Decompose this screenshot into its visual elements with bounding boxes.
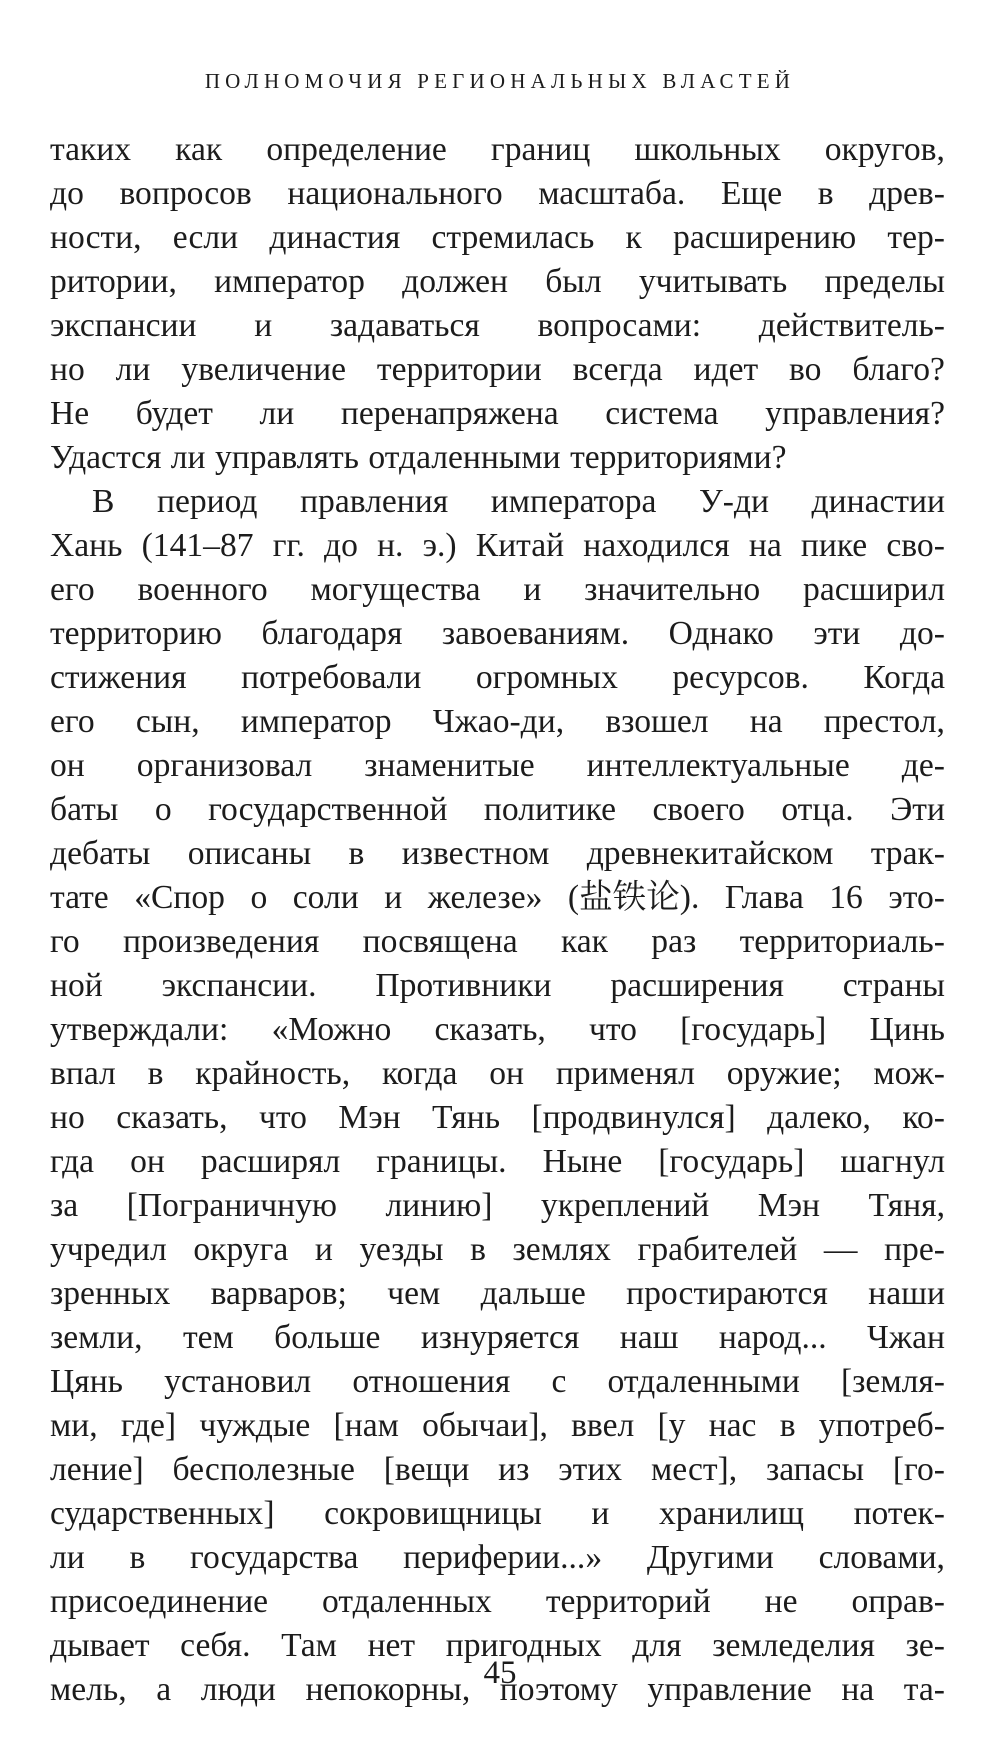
- text-line: экспансии и задаваться вопросами: действитель-: [50, 307, 945, 344]
- text-line: ми, где] чуждые [нам обычаи], ввел [у нас в употреб-: [50, 1407, 945, 1444]
- text-line: учредил округа и уезды в землях грабителей — пре-: [50, 1231, 945, 1268]
- text-line: В период правления императора У-ди династии: [92, 483, 945, 520]
- text-line: Хань (141–87 гг. до н. э.) Китай находился на пике сво-: [50, 527, 945, 564]
- page-number: 45: [483, 1655, 517, 1691]
- text-line: ности, если династия стремилась к расширению тер-: [50, 219, 945, 256]
- running-head: ПОЛНОМОЧИЯ РЕГИОНАЛЬНЫХ ВЛАСТЕЙ: [204, 69, 796, 93]
- text-line: Не будет ли перенапряжена система управления?: [50, 395, 945, 432]
- text-line: ритории, император должен был учитывать пределы: [50, 263, 945, 300]
- text-line: стижения потребовали огромных ресурсов. Когда: [50, 659, 945, 696]
- text-line: мель, а люди непокорны, поэтому управление на та-: [50, 1671, 945, 1708]
- text-line: ление] бесполезные [вещи из этих мест], запасы [го-: [50, 1451, 945, 1488]
- text-line: земли, тем больше изнуряется наш народ... Чжан: [50, 1319, 945, 1356]
- text-line: за [Пограничную линию] укреплений Мэн Тяня,: [50, 1187, 945, 1224]
- text-line: тате «Спор о соли и железе» (盐铁论). Глава 16 это-: [50, 879, 945, 916]
- text-line: присоединение отдаленных территорий не оправ-: [50, 1583, 945, 1620]
- text-line: зренных варваров; чем дальше простираются наши: [50, 1275, 945, 1312]
- text-line: до вопросов национального масштаба. Еще в древ-: [50, 175, 945, 212]
- text-line: территорию благодаря завоеваниям. Однако эти до-: [50, 615, 945, 652]
- text-line: ной экспансии. Противники расширения страны: [50, 967, 945, 1004]
- text-line: впал в крайность, когда он применял оружие; мож-: [50, 1055, 945, 1092]
- text-line: гда он расширял границы. Ныне [государь] шагнул: [50, 1143, 945, 1180]
- text-line: он организовал знаменитые интеллектуальные де-: [50, 747, 945, 784]
- text-line: дебаты описаны в известном древнекитайском трак-: [50, 835, 945, 872]
- text-line: но сказать, что Мэн Тянь [продвинулся] далеко, ко-: [50, 1099, 945, 1136]
- text-line: утверждали: «Можно сказать, что [государь] Цинь: [50, 1011, 945, 1048]
- text-line: го произведения посвящена как раз территориаль-: [50, 923, 945, 960]
- text-line: сударственных] сокровищницы и хранилищ потек-: [50, 1495, 945, 1532]
- text-line: баты о государственной политике своего отца. Эти: [50, 791, 945, 828]
- body-text: [50, 128, 945, 1712]
- text-line: но ли увеличение территории всегда идет во благо?: [50, 351, 945, 388]
- text-line: таких как определение границ школьных округов,: [50, 131, 945, 168]
- text-line: его сын, император Чжао-ди, взошел на престол,: [50, 703, 945, 740]
- text-line: дывает себя. Там нет пригодных для земледелия зе-: [50, 1627, 945, 1664]
- text-line: его военного могущества и значительно расширил: [50, 571, 945, 608]
- text-line: Цянь установил отношения с отдаленными [земля-: [50, 1363, 945, 1400]
- text-line: Удастся ли управлять отдаленными территориями?: [50, 439, 787, 476]
- text-line: ли в государства периферии...» Другими словами,: [50, 1539, 945, 1576]
